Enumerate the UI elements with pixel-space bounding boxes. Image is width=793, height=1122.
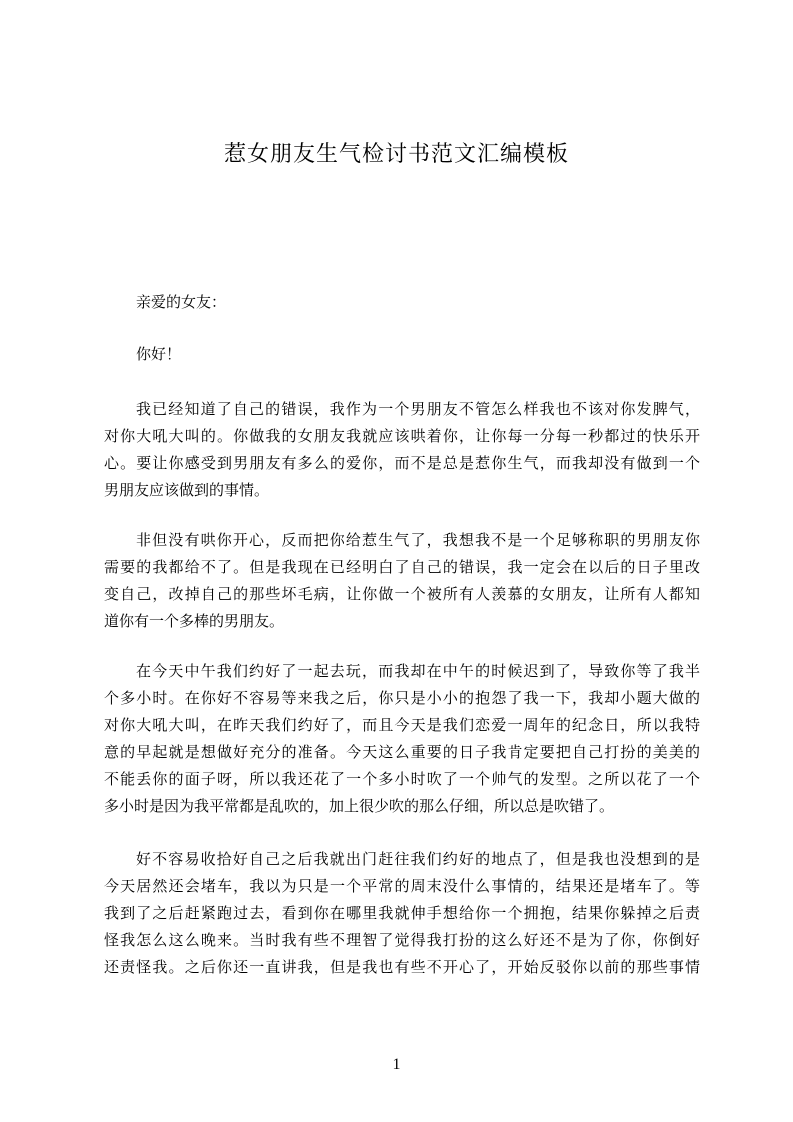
paragraph-line: 对你大吼大叫的。你做我的女朋友我就应该哄着你，让你每一分每一秒都过的快乐开 [104,427,700,445]
paragraph-line: 我到了之后赶紧跑过去，看到你在哪里我就伸手想给你一个拥抱，结果你躲掉之后责 [104,904,700,922]
paragraph-line: 不能丢你的面子呀，所以我还花了一个多小时吹了一个帅气的发型。之所以花了一个 [104,770,700,788]
salutation: 亲爱的女友： [136,293,227,311]
paragraph-line: 怪我怎么这么晚来。当时我有些不理智了觉得我打扮的这么好还不是为了你，你倒好 [104,931,700,949]
page-number: 1 [392,1056,401,1073]
paragraph-line: 变自己，改掉自己的那些坏毛病，让你做一个被所有人羡慕的女朋友，让所有人都知 [104,585,700,603]
paragraph-line: 对你大吼大叫，在昨天我们约好了，而且今天是我们恋爱一周年的纪念日，所以我特 [104,716,700,734]
paragraph-line: 道你有一个多棒的男朋友。 [104,612,285,630]
paragraph-line: 需要的我都给不了。但是我现在已经明白了自己的错误，我一定会在以后的日子里改 [104,558,700,576]
paragraph-line: 个多小时。在你好不容易等来我之后，你只是小小的抱怨了我一下，我却小题大做的 [104,689,700,707]
paragraph-line: 今天居然还会堵车，我以为只是一个平常的周末没什么事情的，结果还是堵车了。等 [104,877,700,895]
paragraph-line: 非但没有哄你开心，反而把你给惹生气了，我想我不是一个足够称职的男朋友你 [136,531,700,549]
paragraph-line: 好不容易收拾好自己之后我就出门赶往我们约好的地点了，但是我也没想到的是 [136,850,700,868]
paragraph-line: 男朋友应该做到的事情。 [104,481,270,499]
paragraph-line: 还责怪我。之后你还一直讲我，但是我也有些不开心了，开始反驳你以前的那些事情 [104,958,700,976]
paragraph-line: 在今天中午我们约好了一起去玩，而我却在中午的时候迟到了，导致你等了我半 [136,662,700,680]
document-title: 惹女朋友生气检讨书范文汇编模板 [223,142,569,167]
paragraph-line: 我已经知道了自己的错误，我作为一个男朋友不管怎么样我也不该对你发脾气， [136,400,700,418]
paragraph-line: 多小时是因为我平常都是乱吹的，加上很少吹的那么仔细，所以总是吹错了。 [104,797,615,815]
paragraph-line: 心。要让你感受到男朋友有多么的爱你，而不是总是惹你生气，而我却没有做到一个 [104,454,700,472]
greeting: 你好！ [136,345,182,363]
paragraph-line: 意的早起就是想做好充分的准备。今天这么重要的日子我肯定要把自己打扮的美美的 [104,743,700,761]
